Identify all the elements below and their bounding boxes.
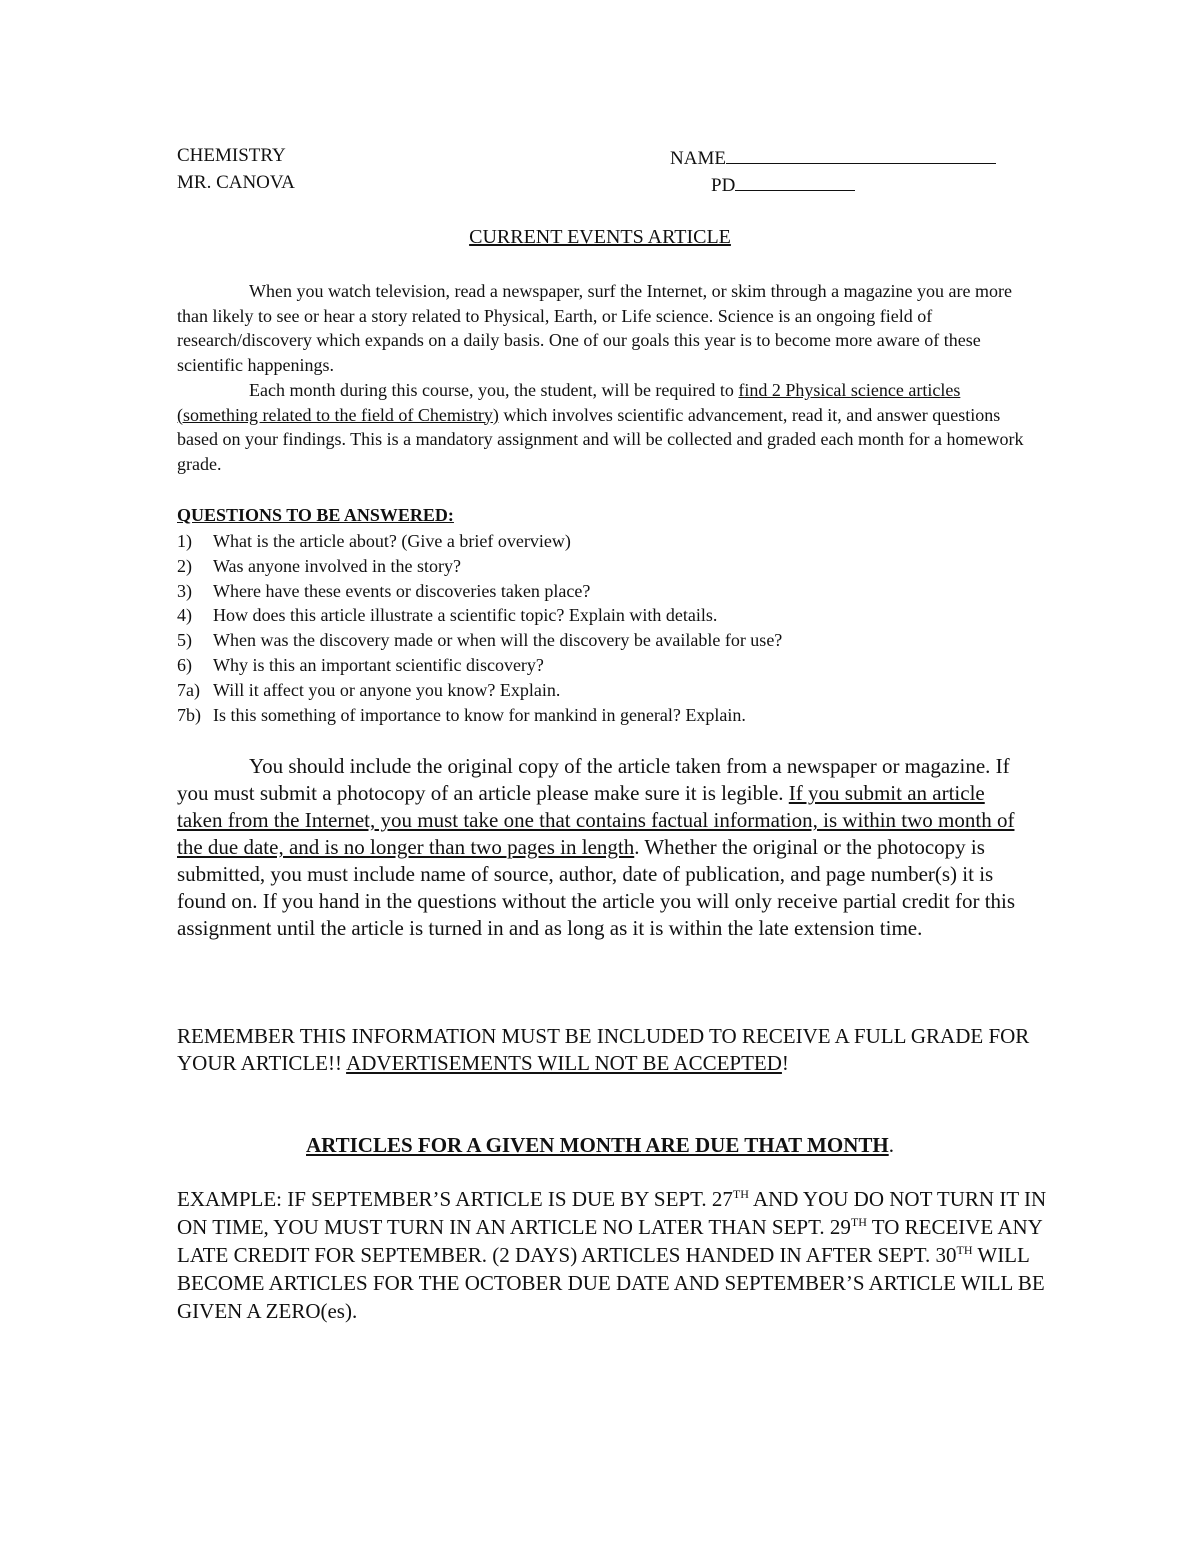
question-number: 2) <box>177 555 192 576</box>
period-field[interactable] <box>711 172 855 197</box>
question-text: Was anyone involved in the story? <box>213 555 461 576</box>
instructions-before: You should include the original copy of the article taken from a newspaper or magazine. If you must submit a photocopy of an article please make sure it is legible. <box>177 754 1010 805</box>
example-part-4: WILL BECOME ARTICLES FOR THE OCTOBER DUE DATE AND SEPTEMBER’S ARTICLE WILL BE GIVEN A ZERO(es). <box>177 1243 1045 1323</box>
question-item <box>177 678 782 703</box>
intro-p2-requirement: find 2 Physical science articles (something related to the field of Chemistry) <box>177 379 961 425</box>
remember-end: ! <box>781 1051 789 1075</box>
instructions-after: . Whether the original or the photocopy is submitted, you must include name of source, author, date of publication, and page number(s) it is found on. If you hand in the questions without the article you will only receive partial credit for this assignment until the article is turned in and as long as it is within the late extension time. <box>177 835 1016 940</box>
intro-p2-before: Each month during this course, you, the student, will be required to <box>249 379 739 400</box>
question-text: Will it affect you or anyone you know? Explain. <box>213 679 561 700</box>
question-number: 3) <box>177 580 192 601</box>
question-text: How does this article illustrate a scientific topic? Explain with details. <box>213 605 718 626</box>
page-title: CURRENT EVENTS ARTICLE <box>469 226 731 248</box>
question-item <box>177 603 782 628</box>
intro-paragraph-1: When you watch television, read a newspaper, surf the Internet, or skim through a magazine you are more than likely to see or hear a story related to Physical, Earth, or Life science. Science is an ongoing field of research/discovery which expands on a daily basis. One of our goals this year is to become more aware of these scientific happenings. <box>177 281 1013 376</box>
intro-section <box>177 279 1037 477</box>
example-part-1: EXAMPLE: IF SEPTEMBER’S ARTICLE IS DUE BY SEPT. 27 <box>177 1187 733 1211</box>
question-text: Where have these events or discoveries taken place? <box>213 580 591 601</box>
question-text: Is this something of importance to know for mankind in general? Explain. <box>213 704 746 725</box>
questions-heading: QUESTIONS TO BE ANSWERED: <box>177 505 454 525</box>
question-item <box>177 554 782 579</box>
question-number: 1) <box>177 531 192 551</box>
remember-text: REMEMBER THIS INFORMATION MUST BE INCLUDED TO RECEIVE A FULL GRADE FOR YOUR ARTICLE!! <box>177 1024 1030 1075</box>
example-section <box>177 1185 1047 1325</box>
question-item <box>177 703 782 728</box>
example-sup-2: TH <box>850 1215 867 1229</box>
intro-paragraph-2 <box>177 378 1037 477</box>
remember-notice <box>177 1023 1037 1077</box>
question-number: 5) <box>177 630 192 651</box>
name-field[interactable] <box>670 145 996 170</box>
instructions-internet-rule: If you submit an article taken from the Internet, you must take one that contains factual information, is within two month of the due date, and is no longer than two pages in length <box>177 781 1015 859</box>
due-notice <box>0 1133 1200 1158</box>
advertisements-warning: ADVERTISEMENTS WILL NOT BE ACCEPTED <box>346 1051 782 1075</box>
questions-list <box>177 529 782 727</box>
example-sup-3: TH <box>956 1243 973 1257</box>
question-item <box>177 579 782 604</box>
period-label: PD <box>711 175 736 196</box>
question-number: 4) <box>177 605 192 626</box>
example-part-3: TO RECEIVE ANY LATE CREDIT FOR SEPTEMBER. (2 DAYS) ARTICLES HANDED IN AFTER SEPT. 30 <box>177 1215 1043 1267</box>
instructions-section <box>177 753 1027 942</box>
due-notice-end: . <box>888 1133 894 1157</box>
question-item <box>177 529 782 554</box>
name-label: NAME <box>670 148 726 169</box>
instructions-paragraph <box>177 753 1027 942</box>
question-text: Why is this an important scientific discovery? <box>213 654 544 675</box>
question-number: 6) <box>177 654 192 675</box>
teacher-label: MR. CANOVA <box>177 172 295 193</box>
question-item <box>177 653 782 678</box>
question-number: 7b) <box>177 704 201 725</box>
question-text: When was the discovery made or when will the discovery be available for use? <box>213 630 783 651</box>
name-blank[interactable] <box>726 145 996 164</box>
intro-p2-after: which involves scientific advancement, read it, and answer questions based on your findings. This is a mandatory assignment and will be collected and graded each month for a homework grade. <box>177 404 1024 474</box>
question-text: What is the article about? (Give a brief overview) <box>213 531 571 551</box>
course-label: CHEMISTRY <box>177 145 286 166</box>
question-number: 7a) <box>177 679 200 700</box>
period-blank[interactable] <box>735 172 855 191</box>
example-part-2: AND YOU DO NOT TURN IT IN ON TIME, YOU MUST TURN IN AN ARTICLE NO LATER THAN SEPT. 29 <box>177 1187 1047 1239</box>
example-sup-1: TH <box>732 1187 749 1201</box>
question-item <box>177 628 782 653</box>
due-notice-text: ARTICLES FOR A GIVEN MONTH ARE DUE THAT MONTH <box>306 1133 889 1157</box>
